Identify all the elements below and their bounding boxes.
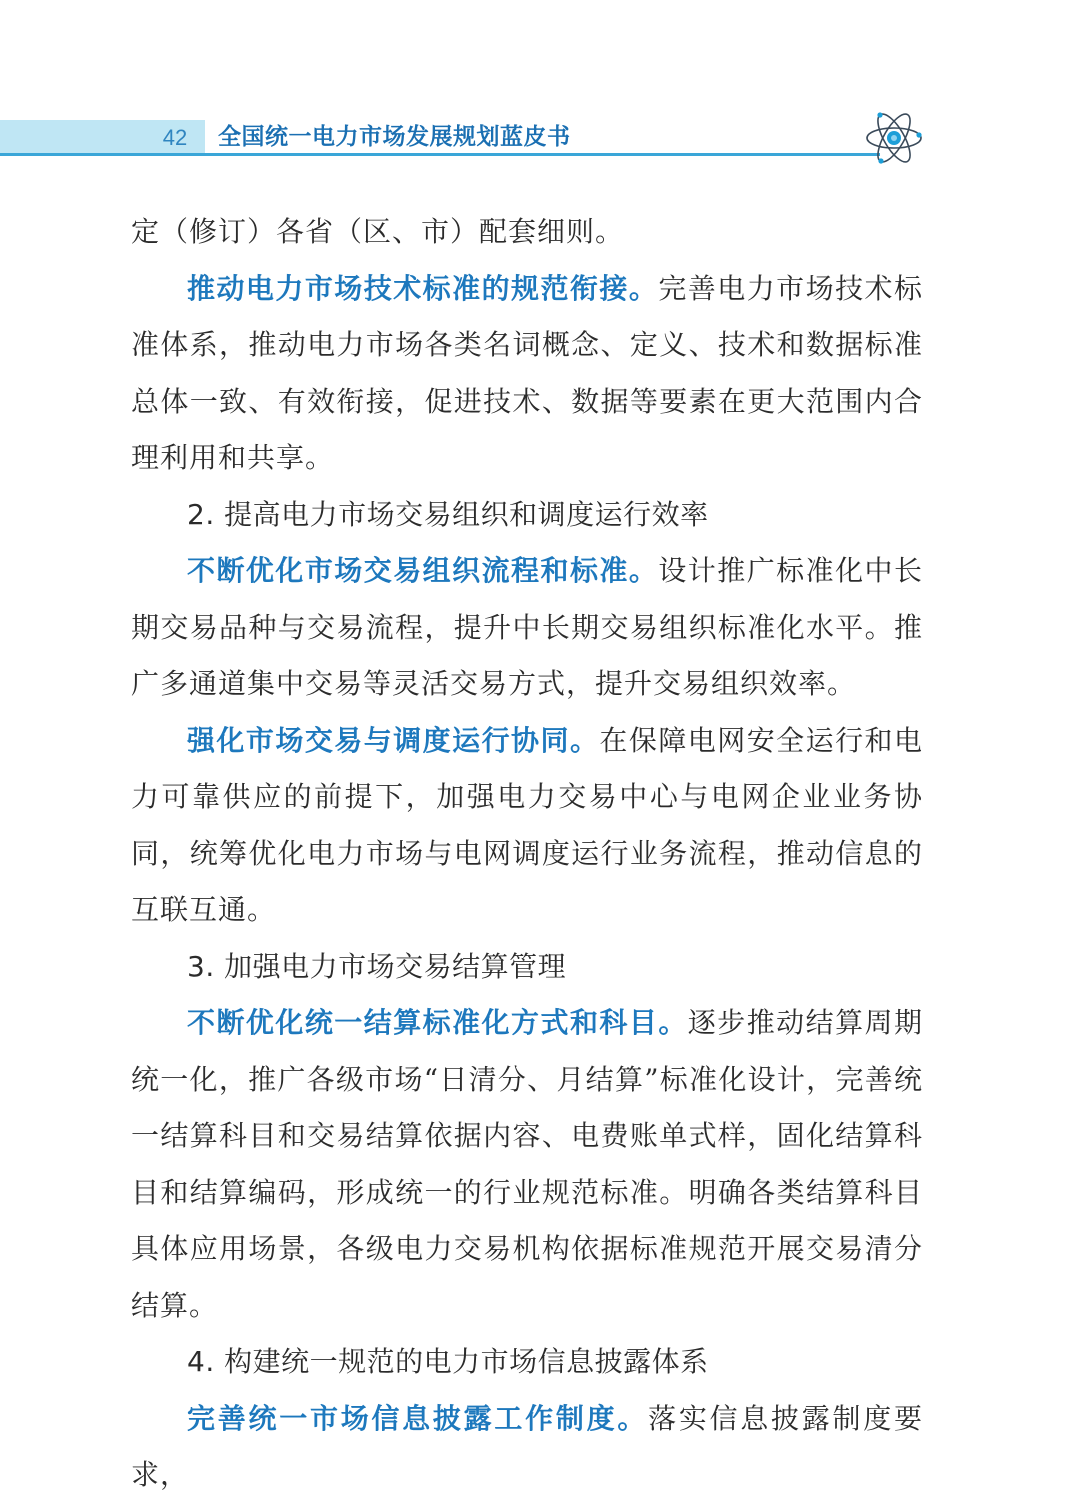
paragraph-text: 在保障电网安全运行和电力可靠供应的前提下，加强电力交易中心与电网企业业务协同，统筹优化电力市场与电网调度运行业务流程，推动信息的互联互通。 (131, 723, 923, 926)
section-heading-2: 2. 提高电力市场交易组织和调度运行效率 (187, 497, 709, 531)
paragraph-text: 定（修订）各省（区、市）配套细则。 (131, 215, 625, 248)
paragraph-dispatch-coordination (131, 713, 923, 939)
paragraph-lead: 完善统一市场信息披露工作制度。 (187, 1401, 649, 1435)
paragraph-technical-standards (131, 261, 923, 487)
paragraph-text: 逐步推动结算周期统一化，推广各级市场“日清分、月结算”标准化设计，完善统一结算科目和交易结算依据内容、电费账单式样，固化结算科目和结算编码，形成统一的行业规范标准。明确各类结算科目具体应用场景，各级电力交易机构依据标准规范开展交易清分结算。 (131, 1006, 923, 1322)
paragraph-lead: 不断优化统一结算标准化方式和科目。 (187, 1006, 688, 1039)
section-heading-4: 4. 构建统一规范的电力市场信息披露体系 (187, 1345, 709, 1378)
paragraph-lead: 不断优化市场交易组织流程和标准。 (187, 554, 659, 587)
page-number: 42 (162, 125, 188, 150)
section-heading-3: 3. 加强电力市场交易结算管理 (187, 949, 567, 983)
paragraph-text: 落实信息披露制度要求， (131, 1401, 923, 1491)
paragraph-lead: 强化市场交易与调度运行协同。 (187, 723, 600, 757)
paragraph-disclosure (131, 1391, 923, 1504)
atom-icon (862, 106, 926, 170)
paragraph-trading-process (131, 543, 923, 713)
paragraph-text: 完善电力市场技术标准体系，推动电力市场各类名词概念、定义、技术和数据标准总体一致、有效衔接，促进技术、数据等要素在更大范围内合理利用和共享。 (131, 271, 923, 474)
paragraph-settlement (131, 995, 923, 1334)
page-body (131, 204, 923, 1504)
paragraph-continuation (131, 204, 923, 261)
paragraph-text: 设计推广标准化中长期交易品种与交易流程，提升中长期交易组织标准化水平。推广多通道集中交易等灵活交易方式，提升交易组织效率。 (131, 554, 923, 700)
page-header (0, 118, 1080, 162)
book-title: 全国统一电力市场发展规划蓝皮书 (218, 124, 571, 150)
paragraph-lead: 推动电力市场技术标准的规范衔接。 (187, 271, 659, 305)
